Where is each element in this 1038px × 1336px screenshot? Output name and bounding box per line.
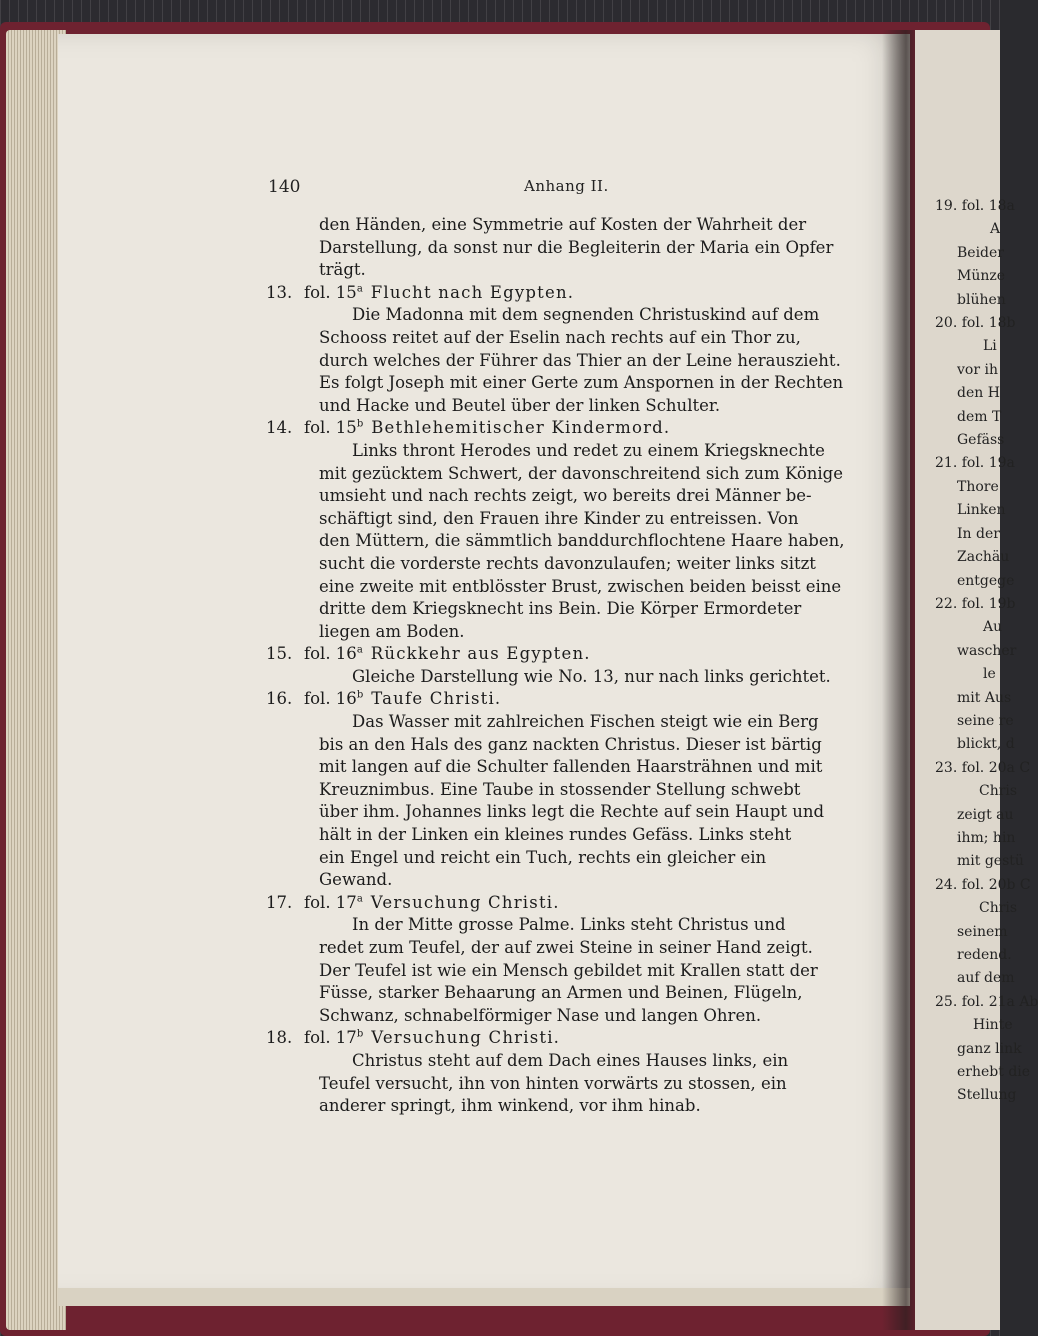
text-fragment: Chris	[979, 783, 1018, 800]
entry-folio: fol. 17$^a$	[304, 892, 363, 912]
text-fragment: Au	[983, 619, 1003, 636]
entry-number: 14.	[266, 418, 293, 438]
entry-body	[266, 1050, 854, 1118]
entry-title: Flucht nach Egypten.	[370, 282, 575, 302]
text-line: eine zweite mit entblösster Brust, zwischen beiden beisst eine	[319, 576, 842, 596]
text-line: Das Wasser mit zahlreichen Fischen steigt wie ein Berg	[352, 712, 819, 732]
right-page-text	[935, 195, 1038, 1108]
page-header	[58, 174, 910, 204]
text-fragment: ganz link	[957, 1040, 1022, 1057]
text-line: Links thront Herodes und redet zu einem Kriegsknechte	[352, 440, 825, 460]
text-fragment: mit gestü	[957, 853, 1024, 870]
entry-folio: fol. 15$^b$	[304, 418, 364, 438]
intro-paragraph	[266, 214, 854, 282]
text-line: trägt.	[319, 260, 366, 280]
text-fragment: 22. fol. 19b	[935, 595, 1016, 612]
text-fragment: erhebt die	[957, 1064, 1031, 1081]
text-fragment: 25. fol. 21a Ab	[935, 993, 1038, 1010]
text-fragment: Münze	[957, 268, 1006, 285]
text-fragment: ihm; hin	[957, 829, 1016, 846]
entry-number: 18.	[266, 1028, 293, 1048]
text-fragment: Zachäu	[957, 549, 1010, 566]
entry-title: Versuchung Christi.	[371, 1028, 561, 1048]
page-number: 140	[268, 177, 301, 197]
text-line: Gewand.	[319, 870, 393, 890]
text-fragment: blickt, d	[957, 736, 1015, 753]
text-fragment: Linken	[957, 502, 1006, 519]
entry-heading	[266, 282, 854, 305]
text-fragment: le	[983, 666, 996, 683]
text-fragment: Chris	[979, 900, 1018, 917]
text-line: Schwanz, schnabelförmiger Nase und langen Ohren.	[319, 1005, 762, 1025]
text-line: Christus steht auf dem Dach eines Hauses links, ein	[352, 1050, 789, 1070]
page-text	[266, 214, 854, 1118]
running-head: Anhang II.	[524, 177, 609, 195]
entry-number: 15.	[266, 644, 293, 664]
text-fragment: den H	[957, 385, 1000, 402]
text-line: Der Teufel ist wie ein Mensch gebildet mit Krallen statt der	[319, 960, 818, 980]
entry-title: Versuchung Christi.	[370, 892, 560, 912]
text-line: sucht die vorderste rechts davonzulaufen; weiter links sitzt	[319, 553, 816, 573]
entry-title: Rückkehr aus Egypten.	[370, 644, 591, 664]
entry-number: 13.	[266, 282, 293, 302]
text-line: anderer springt, ihm winkend, vor ihm hinab.	[319, 1096, 701, 1116]
text-fragment: seinem	[957, 923, 1008, 940]
entry-title: Taufe Christi.	[371, 689, 502, 709]
page-bottom-edge	[58, 1288, 910, 1306]
text-fragment: 19. fol. 18a	[935, 198, 1015, 214]
text-line: In der Mitte grosse Palme. Links steht Christus und	[352, 915, 786, 935]
text-line: Die Madonna mit dem segnenden Christuskind auf dem	[352, 305, 820, 325]
text-fragment: 20. fol. 18b	[935, 315, 1016, 332]
text-fragment: Hinte	[973, 1017, 1013, 1034]
entry-heading	[266, 643, 854, 666]
entry-body	[266, 914, 854, 1027]
entry-heading	[266, 688, 854, 711]
text-fragment: Stellung	[957, 1087, 1017, 1104]
entry-folio: fol. 16$^b$	[304, 689, 364, 709]
text-fragment: Gefäss	[957, 432, 1005, 449]
entry-number: 16.	[266, 689, 293, 709]
text-fragment: blühen	[957, 291, 1006, 308]
entry-heading	[266, 1027, 854, 1050]
text-fragment: Beider	[957, 244, 1004, 261]
text-fragment: entgege	[957, 572, 1015, 589]
text-line: dritte dem Kriegsknecht ins Bein. Die Körper Ermordeter	[319, 599, 802, 619]
text-fragment: 21. fol. 19a	[935, 455, 1015, 472]
text-line: mit gezücktem Schwert, der davonschreitend sich zum Könige	[319, 463, 843, 483]
text-line: den Müttern, die sämmtlich banddurchflochtene Haare haben,	[319, 531, 845, 551]
text-fragment: mit Aus	[957, 689, 1012, 706]
text-line: Füsse, starker Behaarung an Armen und Beinen, Flügeln,	[319, 983, 803, 1003]
text-line: Es folgt Joseph mit einer Gerte zum Anspornen in der Rechten	[319, 373, 844, 393]
text-line: Schooss reitet auf der Eselin nach rechts auf ein Thor zu,	[319, 327, 801, 347]
text-line: Gleiche Darstellung wie No. 13, nur nach links gerichtet.	[352, 666, 831, 686]
page-edges	[6, 30, 66, 1330]
entry-number: 17.	[266, 892, 293, 912]
entry-heading	[266, 417, 854, 440]
text-line: Teufel versucht, ihn von hinten vorwärts zu stossen, ein	[319, 1073, 787, 1093]
text-line: Kreuznimbus. Eine Taube in stossender Stellung schwebt	[319, 779, 801, 799]
entry-folio: fol. 17$^b$	[304, 1028, 364, 1048]
text-fragment: seine re	[957, 712, 1014, 729]
text-line: ein Engel und reicht ein Tuch, rechts ein gleicher ein	[319, 847, 767, 867]
text-fragment: zeigt au	[957, 806, 1014, 823]
entry-folio: fol. 15$^a$	[304, 282, 363, 302]
entry-body	[266, 304, 854, 417]
text-fragment: vor ih	[957, 361, 998, 378]
entry-body	[266, 440, 854, 643]
text-line: und Hacke und Beutel über der linken Schulter.	[319, 395, 721, 415]
text-line: bis an den Hals des ganz nackten Christus. Dieser ist bärtig	[319, 734, 822, 754]
entry-heading	[266, 892, 854, 915]
text-line: hält in der Linken ein kleines rundes Gefäss. Links steht	[319, 825, 792, 845]
text-line: durch welches der Führer das Thier an der Leine herauszieht.	[319, 350, 841, 370]
right-page	[915, 30, 1038, 1330]
text-fragment: 24. fol. 20b C	[935, 876, 1031, 893]
text-fragment: Li	[983, 338, 997, 355]
text-fragment: dem T	[957, 408, 1002, 425]
text-fragment: A	[990, 221, 1001, 238]
text-line: Darstellung, da sonst nur die Begleiterin der Maria ein Opfer	[319, 237, 834, 257]
text-fragment: wascher	[957, 642, 1017, 659]
text-fragment: auf dem	[957, 970, 1015, 987]
text-fragment: redend.	[957, 947, 1012, 963]
text-fragment: In der	[957, 525, 1000, 542]
entry-title: Bethlehemitischer Kindermord.	[371, 418, 671, 438]
text-line: über ihm. Johannes links legt die Rechte auf sein Haupt und	[319, 802, 825, 822]
text-line: redet zum Teufel, der auf zwei Steine in seiner Hand zeigt.	[319, 938, 813, 957]
text-fragment: Thore	[957, 478, 999, 495]
text-line: mit langen auf die Schulter fallenden Haarsträhnen und mit	[319, 757, 823, 777]
entry-body	[266, 711, 854, 892]
text-fragment: 23. fol. 20a C	[935, 759, 1031, 776]
text-line: schäftigt sind, den Frauen ihre Kinder zu entreissen. Von	[319, 508, 799, 528]
text-line: liegen am Boden.	[319, 621, 465, 641]
text-line: umsieht und nach rechts zeigt, wo bereits drei Männer be-	[319, 486, 812, 506]
entry-body	[266, 666, 854, 689]
left-page	[58, 34, 910, 1298]
entry-folio: fol. 16$^a$	[304, 644, 363, 664]
text-line: den Händen, eine Symmetrie auf Kosten der Wahrheit der	[319, 215, 807, 234]
